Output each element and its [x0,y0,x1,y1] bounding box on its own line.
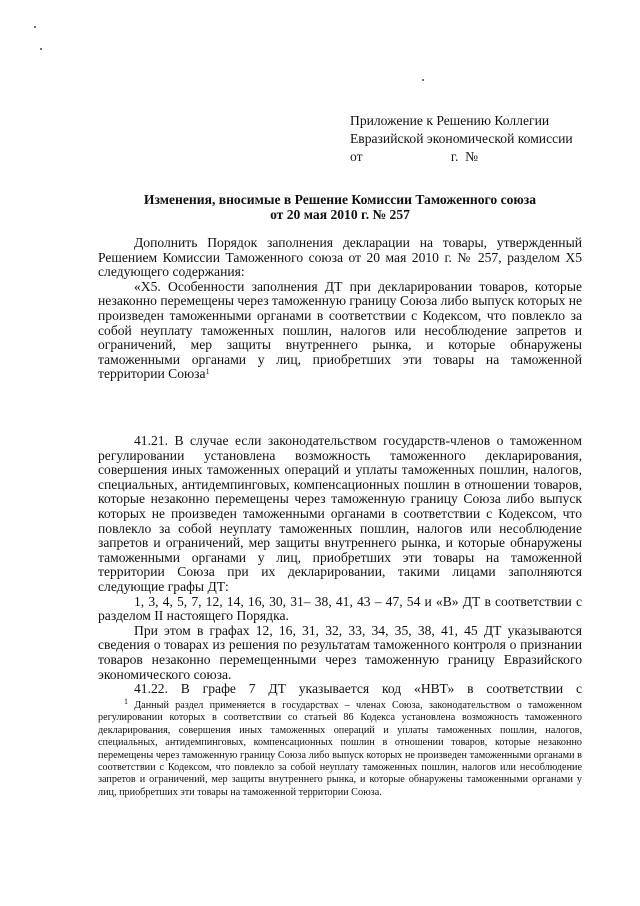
title-line: от 20 мая 2010 г. № 257 [270,207,410,222]
scan-speck [422,79,424,81]
scan-speck [34,26,36,28]
body-block-main [98,434,582,697]
appendix-line: Евразийской экономической комиссии [350,131,573,146]
appendix-header [350,112,573,166]
section-x5-text: «Х5. Особенности заполнения ДТ при декларировании товаров, которые незаконно перемещены через таможенную границу Союза либо выпуск которых не произведен таможенными органами в соответствии с Кодексом, что повлекло за собой неуплату таможенных пошлин, налогов или несоблюдение запретов и ограничений, мер защиты внутреннего рынка, и которые обнаружены таможенными органами у лиц, приобретших эти товары на таможенной территории Союза [98,278,582,382]
paragraph-details: При этом в графах 12, 16, 31, 32, 33, 34, 35, 38, 41, 45 ДТ указываются сведения о товарах из решения по результатам таможенного контроля о признании товаров незаконно перемещенными через таможенную границу Евразийского экономического союза. [98,622,582,682]
footnote-text: Данный раздел применяется в государствах – членах Союза, законодательством о таможенном регулировании которых в соответствии со статьей 86 Кодекса установлена возможность таможенного декларирования, совершения иных таможенных операций и уплаты таможенных пошлин, налогов, специальных, антидемпинговых, компенсационных пошлин в отношении товаров, которые незаконно перемещены через таможенную границу Союза либо выпуск которых не произведен таможенными органами в соответствии с Кодексом, что повлекло за собой неуплату таможенных пошлин, налогов или несоблюдение запретов и ограничений, мер защиты внутреннего рынка, и которые обнаружены таможенными органами у лиц, приобретших эти товары на таможенной территории Союза. [98,700,582,798]
footnote-paragraph [98,697,582,799]
title-line: Изменения, вносимые в Решение Комиссии Таможенного союза [143,192,537,207]
footnote-mark: 1 [124,697,128,706]
paragraph-41-21: 41.21. В случае если законодательством государств-членов о таможенном регулировании установлена возможность таможенного декларирования, совершения иных таможенных операций и уплаты таможенных пошлин, налогов, специальных, антидемпинговых, компенсационных пошлин в отношении товаров, которые незаконно перемещены через таможенную границу Союза либо выпуск которых не произведен таможенными органами в соответствии с Кодексом, что повлекло за собой неуплату таможенных пошлин, налогов или несоблюдение запретов и ограничений, мер защиты внутреннего рынка, и которые обнаружены таможенными органами у лиц, приобретших эти товары на таможенной территории Союза при их декларировании, такими лицами заполняются следующие графы ДТ: [98,433,582,594]
appendix-line: Приложение к Решению Коллегии [350,113,550,128]
document-title [98,192,582,222]
footnote [98,697,582,799]
scan-speck [40,48,42,50]
paragraph-41-22: 41.22. В графе 7 ДТ указывается код «НВТ» в соответствии с [134,681,582,697]
paragraph-section-x5 [98,280,582,382]
paragraph-graphs: 1, 3, 4, 5, 7, 12, 14, 16, 30, 31– 38, 41, 43 – 47, 54 и «В» ДТ в соответствии с разделом II настоящего Порядка. [98,593,582,624]
paragraph-intro: Дополнить Порядок заполнения декларации на товары, утвержденный Решением Комиссии Таможенного союза от 20 мая 2010 г. № 257, разделом Х5 следующего содержания: [98,235,582,280]
footnote-reference: 1 [205,367,210,377]
appendix-line: от г. № [350,149,479,164]
body-block-intro [98,236,582,382]
